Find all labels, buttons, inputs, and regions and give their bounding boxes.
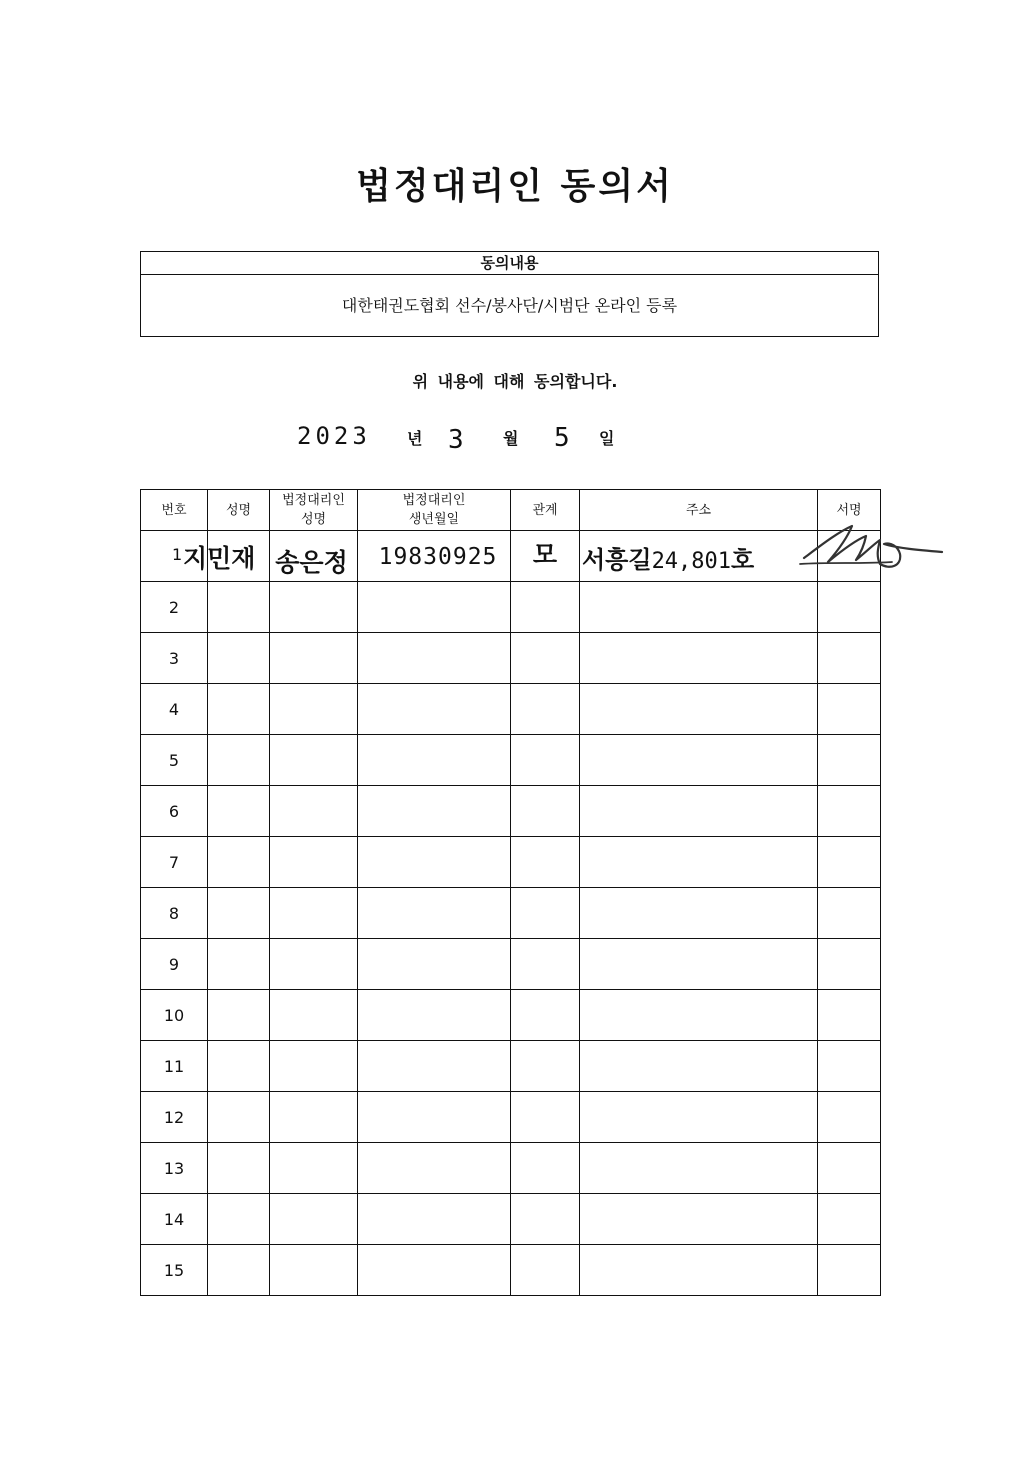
guardian-birth-cell[interactable] [358, 531, 511, 582]
header-guardian-name-line2: 성명 [300, 512, 327, 527]
table-row [141, 990, 881, 1041]
signature-cell[interactable] [818, 633, 881, 684]
row-no-cell [141, 1041, 208, 1092]
name-cell[interactable] [208, 939, 270, 990]
relation-cell[interactable] [511, 531, 580, 582]
row-no: 11 [163, 1056, 185, 1076]
guardian-birth-cell[interactable] [358, 939, 511, 990]
header-guardian-birth-line1: 법정대리인 [402, 493, 466, 508]
table-header-row [141, 490, 881, 531]
guardian-birth-cell[interactable] [358, 837, 511, 888]
header-relation: 관계 [511, 490, 580, 531]
consent-body: 대한태권도협회 선수/봉사단/시범단 온라인 등록 [341, 296, 678, 315]
address-cell[interactable] [580, 786, 818, 837]
guardian-name-cell[interactable] [270, 939, 358, 990]
address-cell[interactable] [580, 1092, 818, 1143]
table-row [141, 1194, 881, 1245]
header-name: 성명 [208, 490, 270, 531]
row-no-cell [141, 888, 208, 939]
table-row [141, 735, 881, 786]
header-address: 주소 [580, 490, 818, 531]
table-row [141, 531, 881, 582]
table-row [141, 1245, 881, 1296]
header-guardian-name [270, 490, 358, 531]
row-no: 1 [172, 545, 183, 564]
date-year: 2023 [297, 422, 371, 450]
date-line [0, 420, 1030, 460]
signature-cell[interactable] [818, 582, 881, 633]
guardian-birth-cell[interactable] [358, 1041, 511, 1092]
row-no: 2 [168, 597, 180, 617]
guardian-name-cell[interactable] [270, 786, 358, 837]
name-cell[interactable] [208, 1092, 270, 1143]
relation-cell[interactable] [511, 1245, 580, 1296]
row-no-cell [141, 939, 208, 990]
guardian-birth-cell[interactable] [358, 786, 511, 837]
signature-cell[interactable] [818, 1041, 881, 1092]
guardian-birth-cell[interactable] [358, 888, 511, 939]
guardian-name: 송은정 [275, 548, 348, 577]
address-cell[interactable] [580, 735, 818, 786]
table-row [141, 582, 881, 633]
consent-box [140, 251, 879, 337]
name-cell[interactable] [208, 786, 270, 837]
address-cell[interactable] [580, 1041, 818, 1092]
name-cell[interactable] [208, 735, 270, 786]
signature-cell[interactable] [818, 735, 881, 786]
document-title: 법정대리인 동의서 [356, 166, 674, 207]
address-number: 24,801 [651, 548, 732, 574]
guardian-name-cell[interactable] [270, 1041, 358, 1092]
guardian-birth-cell[interactable] [358, 1143, 511, 1194]
name-cell[interactable] [208, 582, 270, 633]
relation: 모 [532, 540, 558, 569]
relation-cell[interactable] [511, 939, 580, 990]
header-no: 번호 [141, 490, 208, 531]
row-no: 12 [163, 1107, 185, 1127]
address-cell[interactable] [580, 939, 818, 990]
guardian-table [140, 489, 881, 1296]
guardian-birth-cell[interactable] [358, 1194, 511, 1245]
signature-cell[interactable] [818, 1245, 881, 1296]
guardian-name-cell[interactable] [270, 633, 358, 684]
guardian-name-cell[interactable] [270, 735, 358, 786]
table-row [141, 1041, 881, 1092]
row-no: 10 [163, 1005, 185, 1025]
row-no-cell [141, 531, 256, 582]
row-no: 9 [168, 954, 180, 974]
guardian-birth-cell[interactable] [358, 684, 511, 735]
row-no: 3 [168, 648, 180, 668]
guardian-name-cell[interactable] [270, 531, 358, 582]
row-no-cell [141, 990, 208, 1041]
signature-cell[interactable] [818, 786, 881, 837]
row-no: 15 [163, 1260, 185, 1280]
row-no-cell [141, 582, 208, 633]
row-no: 7 [168, 852, 180, 872]
name-cell[interactable] [208, 1194, 270, 1245]
row-no: 13 [163, 1158, 185, 1178]
address-street: 서흥길 [582, 545, 652, 574]
address-suffix: 호 [731, 545, 755, 574]
signature-cell[interactable] [818, 684, 881, 735]
address-cell[interactable] [580, 1143, 818, 1194]
guardian-name-cell[interactable] [270, 1092, 358, 1143]
guardian-name-cell[interactable] [270, 1194, 358, 1245]
relation-cell[interactable] [511, 990, 580, 1041]
signature-cell[interactable] [818, 1143, 881, 1194]
relation-cell[interactable] [511, 582, 580, 633]
signature-cell[interactable] [818, 1092, 881, 1143]
agreement-text: 위 내용에 대해 동의합니다. [412, 372, 618, 391]
signature-cell[interactable] [818, 939, 881, 990]
row-no-cell [141, 633, 208, 684]
address-cell[interactable] [580, 888, 818, 939]
relation-cell[interactable] [511, 888, 580, 939]
date-year-label: 년 [407, 429, 423, 448]
address-cell[interactable] [580, 633, 818, 684]
signature-cell[interactable] [818, 837, 881, 888]
table-row [141, 837, 881, 888]
row-no: 4 [168, 699, 180, 719]
signature-cell[interactable] [818, 1194, 881, 1245]
table-row [141, 939, 881, 990]
relation-cell[interactable] [511, 1143, 580, 1194]
header-guardian-birth-line2: 생년월일 [408, 512, 460, 527]
date-month: 3 [448, 425, 464, 455]
name-cell[interactable] [208, 1041, 270, 1092]
name-cell[interactable] [208, 1245, 270, 1296]
relation-cell[interactable] [511, 786, 580, 837]
relation-cell[interactable] [511, 684, 580, 735]
name-cell[interactable] [208, 888, 270, 939]
address [582, 545, 755, 574]
guardian-name-cell[interactable] [270, 837, 358, 888]
guardian-name-cell[interactable] [270, 888, 358, 939]
address-cell[interactable] [580, 837, 818, 888]
date-day-label: 일 [599, 429, 615, 448]
row-no-cell [141, 1245, 208, 1296]
relation-cell[interactable] [511, 735, 580, 786]
signature-cell[interactable] [818, 888, 881, 939]
table-row [141, 633, 881, 684]
row-no-cell [141, 1092, 208, 1143]
relation-cell[interactable] [511, 633, 580, 684]
row-no: 14 [163, 1209, 185, 1229]
row-no-cell [141, 786, 208, 837]
guardian-name-cell[interactable] [270, 684, 358, 735]
row-no-cell [141, 684, 208, 735]
guardian-birth: 19830925 [378, 544, 498, 570]
table-row [141, 684, 881, 735]
row-no-cell [141, 1194, 208, 1245]
table-row [141, 1092, 881, 1143]
name-cell[interactable] [208, 837, 270, 888]
address-cell[interactable] [580, 582, 818, 633]
guardian-name-cell[interactable] [270, 1245, 358, 1296]
row-no: 8 [168, 903, 180, 923]
guardian-name-cell[interactable] [270, 1143, 358, 1194]
name-cell[interactable] [208, 684, 270, 735]
address-cell[interactable] [580, 531, 818, 582]
date-day: 5 [554, 423, 570, 453]
date-month-label: 월 [503, 429, 519, 448]
consent-header: 동의내용 [141, 252, 878, 275]
row-no-cell [141, 837, 208, 888]
guardian-birth-cell[interactable] [358, 1092, 511, 1143]
address-cell[interactable] [580, 1245, 818, 1296]
table-row [141, 1143, 881, 1194]
address-cell[interactable] [580, 684, 818, 735]
guardian-birth-cell[interactable] [358, 735, 511, 786]
guardian-birth-cell[interactable] [358, 582, 511, 633]
address-cell[interactable] [580, 990, 818, 1041]
guardian-name-cell[interactable] [270, 990, 358, 1041]
row-no: 6 [168, 801, 180, 821]
header-guardian-name-line1: 법정대리인 [282, 493, 345, 508]
guardian-name-cell[interactable] [270, 582, 358, 633]
guardian-birth-cell[interactable] [358, 633, 511, 684]
row-no-cell [141, 735, 208, 786]
relation-cell[interactable] [511, 1041, 580, 1092]
guardian-birth-cell[interactable] [358, 1245, 511, 1296]
participant-name: 지민재 [183, 544, 256, 573]
guardian-birth-cell[interactable] [358, 990, 511, 1041]
handwritten-signature [800, 518, 945, 578]
header-guardian-birth [358, 490, 511, 531]
name-cell[interactable] [208, 531, 270, 582]
table-row [141, 888, 881, 939]
name-cell[interactable] [208, 633, 270, 684]
header-signature: 서명 [818, 490, 881, 531]
row-no: 5 [168, 750, 180, 770]
relation-cell[interactable] [511, 837, 580, 888]
name-cell[interactable] [208, 990, 270, 1041]
relation-cell[interactable] [511, 1092, 580, 1143]
address-cell[interactable] [580, 1194, 818, 1245]
signature-cell[interactable] [818, 990, 881, 1041]
relation-cell[interactable] [511, 1194, 580, 1245]
name-cell[interactable] [208, 1143, 270, 1194]
table-row [141, 786, 881, 837]
row-no-cell [141, 1143, 208, 1194]
